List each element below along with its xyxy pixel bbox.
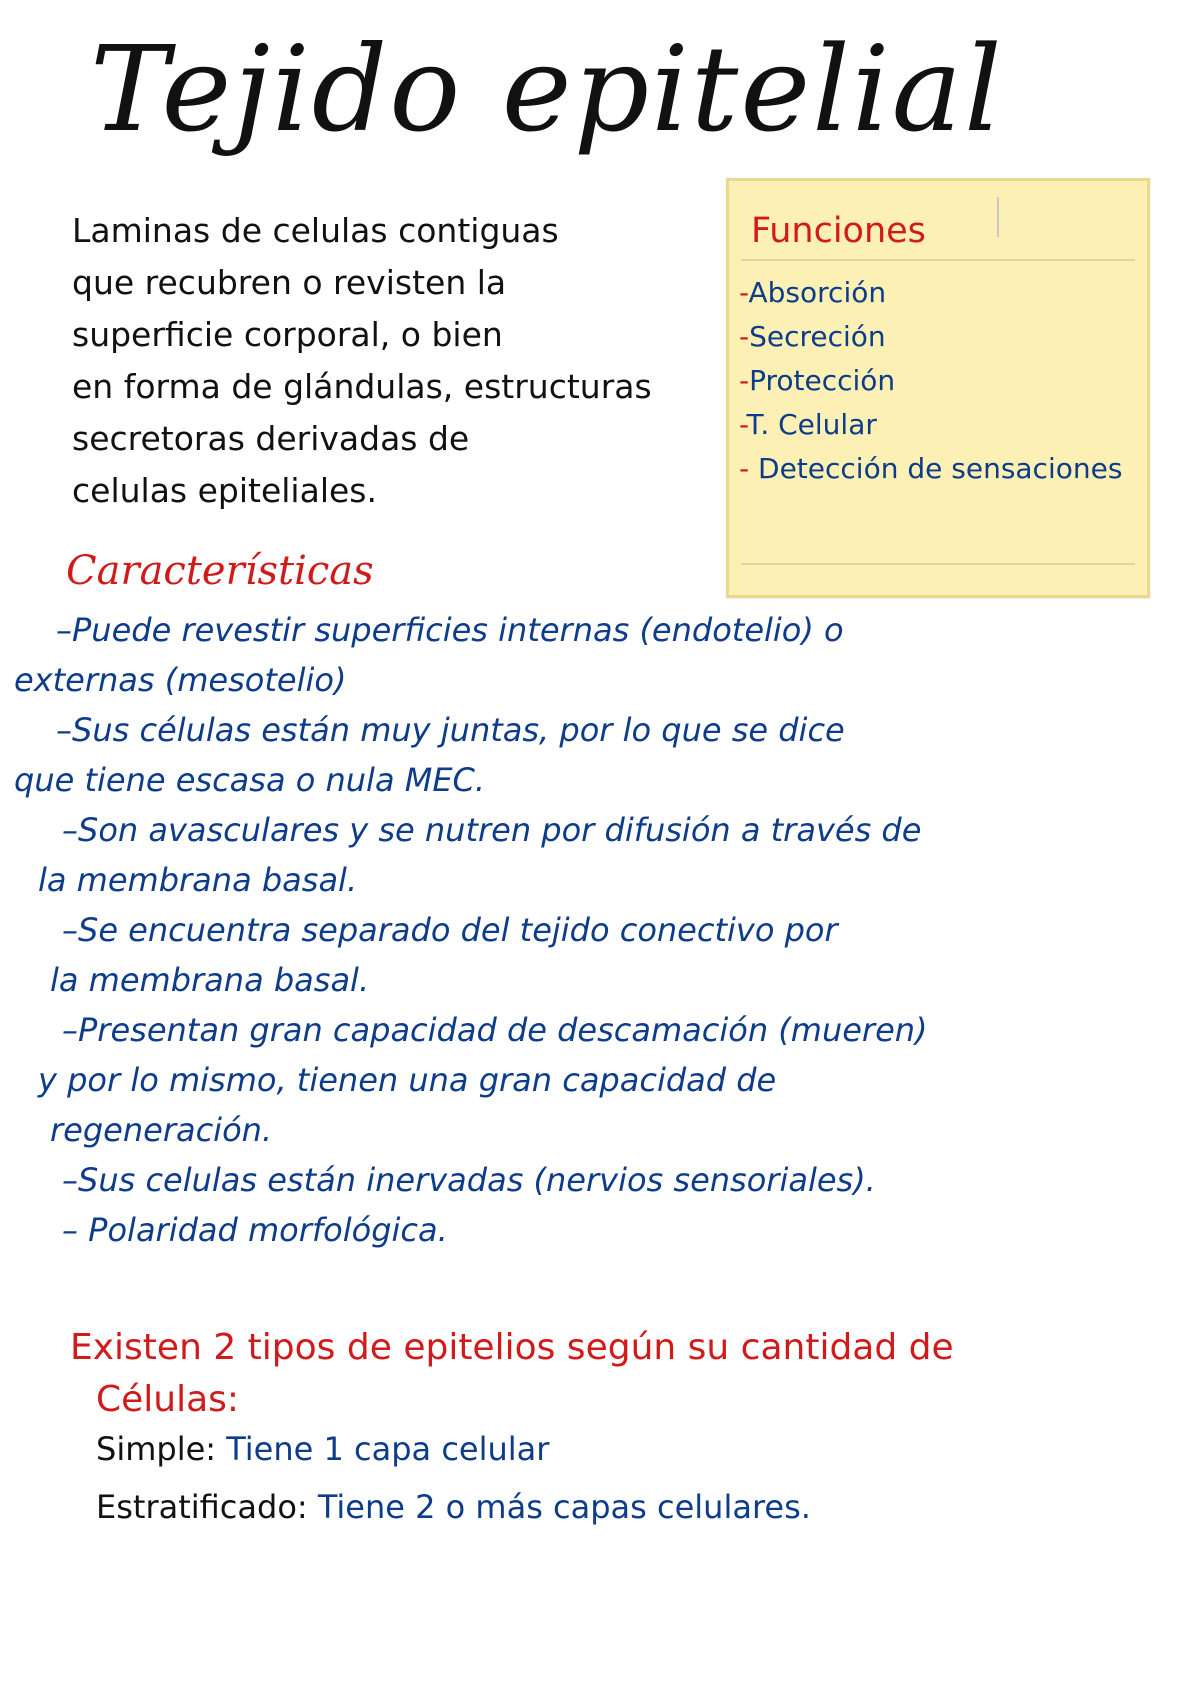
caracteristica-line: –Sus celulas están inervadas (nervios sensoriales). bbox=[62, 1161, 876, 1199]
caracteristica-line: la membrana basal. bbox=[38, 861, 358, 899]
funciones-item: -Protección bbox=[739, 364, 896, 397]
tipos-heading-line: Células: bbox=[96, 1379, 240, 1420]
note-divider bbox=[741, 259, 1135, 261]
tipos-heading-line: Existen 2 tipos de epitelios según su cantidad de bbox=[70, 1327, 954, 1368]
funciones-item: - Detección de sensaciones bbox=[739, 452, 1123, 485]
note-divider bbox=[741, 563, 1135, 565]
caracteristica-line: – Polaridad morfológica. bbox=[62, 1211, 448, 1249]
funciones-item: -Secreción bbox=[739, 320, 886, 353]
funciones-item: -T. Celular bbox=[739, 408, 877, 441]
funciones-title: Funciones bbox=[751, 211, 926, 251]
caracteristica-line: externas (mesotelio) bbox=[14, 661, 347, 699]
caracteristica-line: que tiene escasa o nula MEC. bbox=[14, 761, 486, 799]
intro-line: celulas epiteliales. bbox=[72, 471, 377, 510]
note-text-cursor bbox=[997, 197, 999, 237]
tipo-term: Simple: bbox=[96, 1430, 217, 1468]
intro-line: secretoras derivadas de bbox=[72, 419, 470, 458]
tipo-estratificado bbox=[96, 1488, 811, 1526]
caracteristicas-list bbox=[10, 605, 1090, 1255]
funciones-item: -Absorción bbox=[739, 276, 887, 309]
tipo-desc: Tiene 1 capa celular bbox=[226, 1430, 550, 1468]
page-title: Tejido epitelial bbox=[90, 20, 1004, 158]
caracteristica-line: –Puede revestir superficies internas (endotelio) o bbox=[56, 611, 844, 649]
caracteristica-line: la membrana basal. bbox=[50, 961, 370, 999]
caracteristicas-heading: Características bbox=[66, 548, 374, 594]
caracteristica-line: –Se encuentra separado del tejido conectivo por bbox=[62, 911, 838, 949]
funciones-sticky-note bbox=[726, 178, 1150, 598]
tipo-term: Estratificado: bbox=[96, 1488, 308, 1526]
tipos-heading bbox=[70, 1322, 954, 1426]
intro-line: que recubren o revisten la bbox=[72, 263, 507, 302]
intro-line: Laminas de celulas contiguas bbox=[72, 211, 559, 250]
caracteristica-line: –Son avasculares y se nutren por difusión a través de bbox=[62, 811, 922, 849]
caracteristica-line: y por lo mismo, tienen una gran capacidad de bbox=[38, 1061, 777, 1099]
intro-paragraph bbox=[72, 205, 712, 517]
funciones-list bbox=[739, 271, 1149, 491]
intro-line: en forma de glándulas, estructuras bbox=[72, 367, 652, 406]
caracteristica-line: –Sus células están muy juntas, por lo que se dice bbox=[56, 711, 845, 749]
intro-line: superficie corporal, o bien bbox=[72, 315, 503, 354]
tipo-simple bbox=[96, 1430, 549, 1468]
tipo-desc: Tiene 2 o más capas celulares. bbox=[317, 1488, 811, 1526]
caracteristica-line: regeneración. bbox=[50, 1111, 273, 1149]
caracteristica-line: –Presentan gran capacidad de descamación (mueren) bbox=[62, 1011, 928, 1049]
